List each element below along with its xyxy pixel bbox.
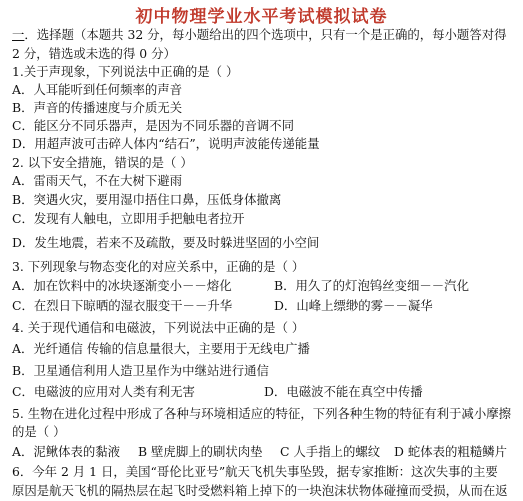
question-option: B．卫星通信利用人造卫星作为中继站进行通信 xyxy=(12,363,269,378)
question-option: C．能区分不同乐器声，是因为不同乐器的音调不同 xyxy=(12,118,295,133)
question-stem-continued: 原因是航天飞机的隔热层在起飞时受燃料箱上掉下的一块泡沫状物体碰撞而受损，从而在返 xyxy=(12,483,508,498)
question-option: D．发生地震，若来不及疏散，要及时躲进坚固的小空间 xyxy=(12,235,320,250)
section-header-line2: 2 分，错选或未选的得 0 分） xyxy=(12,46,176,61)
question-option: A．人耳能听到任何频率的声音 xyxy=(12,82,183,97)
question-stem-continued: 的是（ ） xyxy=(12,424,66,439)
question-option: D．用超声波可击碎人体内“结石”，说明声波能传递能量 xyxy=(12,136,320,151)
question-option: D．山峰上缥缈的雾－－凝华 xyxy=(274,298,433,313)
question-option: C．发现有人触电，立即用手把触电者拉开 xyxy=(12,211,245,226)
question-option: A．雷雨天气，不在大树下避雨 xyxy=(12,173,183,188)
question-stem: 2. 以下安全措施，错误的是（ ） xyxy=(12,155,193,170)
question-option: B 壁虎脚上的刷状肉垫 xyxy=(138,444,263,459)
section-instructions: ．选择题（本题共 32 分，每小题给出的四个选项中，只有一个是正确的，每小题答对得 xyxy=(24,27,507,42)
question-stem: 3. 下列现象与物态变化的对应关系中，正确的是（ ） xyxy=(12,259,305,274)
question-option: B．用久了的灯泡钨丝变细－－汽化 xyxy=(274,278,469,293)
question-option: C．电磁波的应用对人类有利无害 xyxy=(12,384,195,399)
question-option: A．加在饮料中的冰块逐渐变小－－熔化 xyxy=(12,278,232,293)
question-option: A．泥鳅体表的黏液 xyxy=(12,444,121,459)
question-option: C．在烈日下晾晒的湿衣服变干－－升华 xyxy=(12,298,233,313)
question-option: C 人手指上的螺纹 xyxy=(280,444,381,459)
question-stem: 5. 生物在进化过程中形成了各种与环境相适应的特征，下列各种生物的特征有利于减小摩擦 xyxy=(12,406,511,421)
page-title: 初中物理学业水平考试模拟试卷 xyxy=(135,7,388,27)
question-option: A．光纤通信 传输的信息量很大，主要用于无线电广播 xyxy=(12,341,310,356)
section-number: 一 xyxy=(12,27,25,42)
question-option: B．突遇火灾，要用湿巾捂住口鼻，压低身体撤离 xyxy=(12,192,282,207)
question-stem: 4. 关于现代通信和电磁波，下列说法中正确的是（ ） xyxy=(12,320,305,335)
question-option: B．声音的传播速度与介质无关 xyxy=(12,100,183,115)
question-option: D 蛇体表的粗糙鳞片 xyxy=(394,444,507,459)
question-stem: 6．今年 2 月 1 日，美国“哥伦比亚号”航天飞机失事坠毁，据专家推断：这次失事的主要 xyxy=(12,464,498,479)
question-option: D．电磁波不能在真空中传播 xyxy=(264,384,423,399)
section-header-line1 xyxy=(12,27,520,43)
question-stem: 1.关于声现象，下列说法中正确的是（ ） xyxy=(12,64,239,79)
